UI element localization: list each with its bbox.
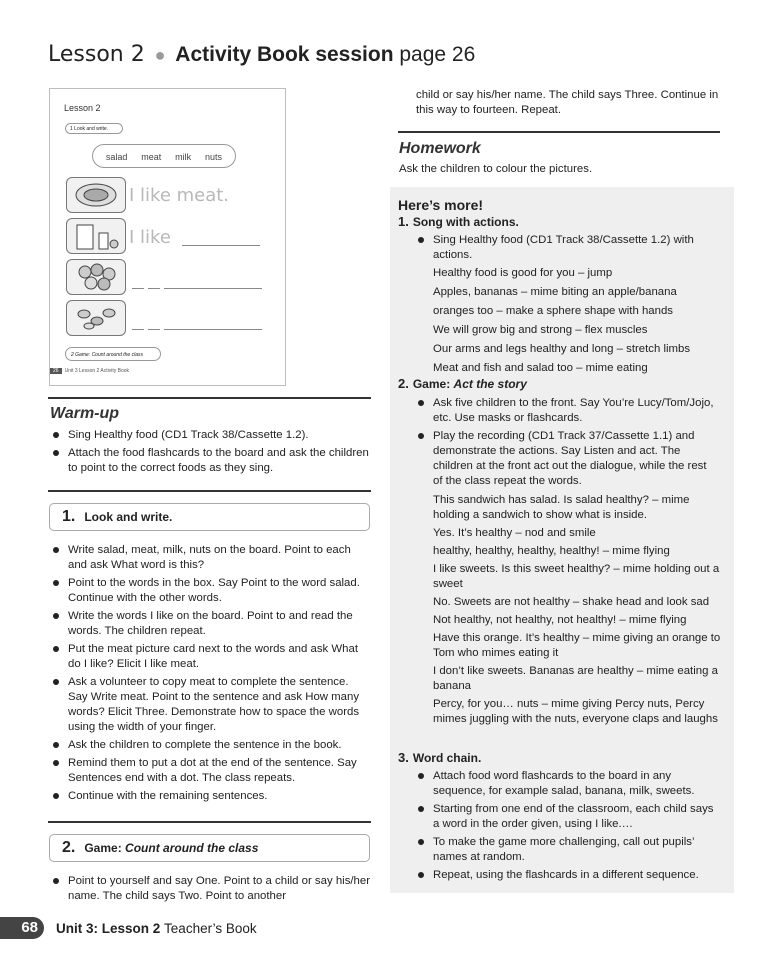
activity-1-list [50,543,370,807]
list-item: Sing Healthy food (CD1 Track 38/Cassette 1.2). [50,428,370,443]
section-heading: 1. Song with actions. [398,214,519,229]
writing-line [148,288,160,289]
list-item: Put the meat picture card next to the words and ask What do I like? Elicit I like meat. [50,642,370,672]
divider [398,131,720,133]
list-item: Starting from one end of the classroom, each child says a word in the order given, using I like.… [415,802,715,832]
writing-line [148,329,160,330]
act-line: I like sweets. Is this sweet healthy? – mime holding out a sweet [433,563,720,590]
activity-2-header [49,834,370,862]
activity-title-prefix: Game: [84,841,122,855]
list-item: Write the words I like on the board. Point to and read the words. The children repeat. [50,609,370,639]
meat-picture [66,177,126,213]
song-lines [433,266,723,376]
list-item: To make the game more challenging, call out pupils’ names at random. [415,835,715,865]
activity-2-list [50,874,370,907]
list-item: Ask the children to complete the sentence in the book. [50,738,370,753]
list-item: Attach food word flashcards to the board in any sequence, for example salad, banana, milk, sweets. [415,769,715,799]
song-line: We will grow big and strong – flex muscles [433,324,648,336]
list-item: Repeat, using the flashcards in a different sequence. [415,868,715,883]
thumb-game: 2 Game: Count around the class [65,347,161,361]
warmup-title: Warm-up [50,405,120,422]
writing-line [164,288,262,289]
song-line: Apples, bananas – mime biting an apple/banana [433,286,677,298]
song-line: oranges too – make a sphere shape with hands [433,305,673,317]
milk-picture [66,218,126,254]
homework-text: Ask the children to colour the pictures. [399,163,593,175]
divider [48,397,371,399]
activity-number: 1. [62,508,76,525]
lesson-label: Lesson 2 [48,42,145,67]
thumb-footer [50,368,285,374]
heres-more-panel [390,187,734,893]
thumb-page-number: 26 [50,368,62,374]
section-heading: 3. Word chain. [398,750,482,765]
list-item: Write salad, meat, milk, nuts on the board. Point to each and ask What word is this? [50,543,370,573]
list-item: Remind them to put a dot at the end of the sentence. Say Sentences end with a dot. The class repeats. [50,756,370,786]
activity-book-thumbnail [49,88,286,386]
footer-unit: Unit 3: Lesson 2 [56,920,161,936]
act-line: Not healthy, not healthy, not healthy! – mime flying [433,614,687,626]
list-item: Point to the words in the box. Say Point to the word salad. Continue with the other words. [50,576,370,606]
activity-1-header [49,503,370,531]
song-line: Meat and fish and salad too – mime eating [433,362,648,374]
bullet-dot-icon: ● [154,45,166,65]
act-line: healthy, healthy, healthy, healthy! – mime flying [433,545,670,557]
writing-line [182,245,260,246]
song-list [415,233,715,266]
activity-number: 2. [62,839,76,856]
act-line: This sandwich has salad. Is salad healthy? – mime holding a sandwich to show what is inside. [433,494,690,521]
divider [48,821,371,823]
nuts-picture [66,300,126,336]
thumb-word-box [92,144,236,168]
page-footer [0,914,257,942]
thumb-sentence-1: I like meat. [129,185,230,206]
section-heading: 2. Game: Act the story [398,376,527,391]
list-item: Attach the food flashcards to the board and ask the children to point to the correct foods as they sing. [50,446,370,476]
page-ref: page 26 [399,43,476,66]
list-item: Continue with the remaining sentences. [50,789,370,804]
thumb-sentence-2: I like [129,227,171,248]
writing-line [132,329,144,330]
thumb-lesson: Lesson 2 [64,103,101,113]
list-item: Ask five children to the front. Say You’re Lucy/Tom/Jojo, etc. Use masks or flashcards. [415,396,715,426]
activity-title: Count around the class [125,841,259,855]
list-item: Point to yourself and say One. Point to a child or say his/her name. The child says Two. Point to another [50,874,370,904]
thumb-word: meat [141,152,162,162]
page-title [48,42,475,67]
continued-text: child or say his/her name. The child says Three. Continue in this way to fourteen. Repeat. [416,89,719,116]
writing-line [132,288,144,289]
homework-title: Homework [399,140,481,157]
thumb-footer-text: Unit 3 Lesson 2 Activity Book [64,368,130,374]
act-line: I don’t like sweets. Bananas are healthy – mime eating a banana [433,665,718,692]
divider [48,490,371,492]
session-label: Activity Book session [175,43,394,66]
thumb-word: milk [175,152,192,162]
footer-book: Teacher’s Book [164,920,257,936]
act-list [415,396,715,492]
writing-line [164,329,262,330]
page-number: 68 [0,917,44,939]
act-line: No. Sweets are not healthy – shake head and look sad [433,596,710,608]
word-chain-list [415,769,715,886]
list-item: Ask a volunteer to copy meat to complete the sentence. Say Write meat. Point to the sentence and ask How many words? Elicit Three. Demonstrate how to space the words using the width of your finger. [50,675,370,735]
salad-picture [66,259,126,295]
thumb-word: salad [105,152,128,162]
act-line: Yes. It’s healthy – nod and smile [433,527,596,539]
thumb-word: nuts [205,152,223,162]
activity-title: Look and write. [84,510,173,524]
song-line: Our arms and legs healthy and long – stretch limbs [433,343,691,355]
heres-more-title: Here’s more! [398,197,484,213]
thumb-exercise-1: 1 Look and write. [65,123,123,134]
act-line: Have this orange. It’s healthy – mime giving an orange to Tom who mimes eating it [433,632,721,659]
list-item: Play the recording (CD1 Track 37/Cassette 1.1) and demonstrate the actions. Say Listen and act. The children at the front act out the dialogue, while the rest of the class repeat the words. [415,429,715,489]
act-lines [433,493,723,727]
warmup-list [50,428,370,479]
list-item: Sing Healthy food (CD1 Track 38/Cassette 1.2) with actions. [415,233,715,263]
song-line: Healthy food is good for you – jump [433,267,613,279]
act-line: Percy, for you… nuts – mime giving Percy nuts, Percy mimes juggling with the nuts, everyone claps and laughs [433,698,718,725]
